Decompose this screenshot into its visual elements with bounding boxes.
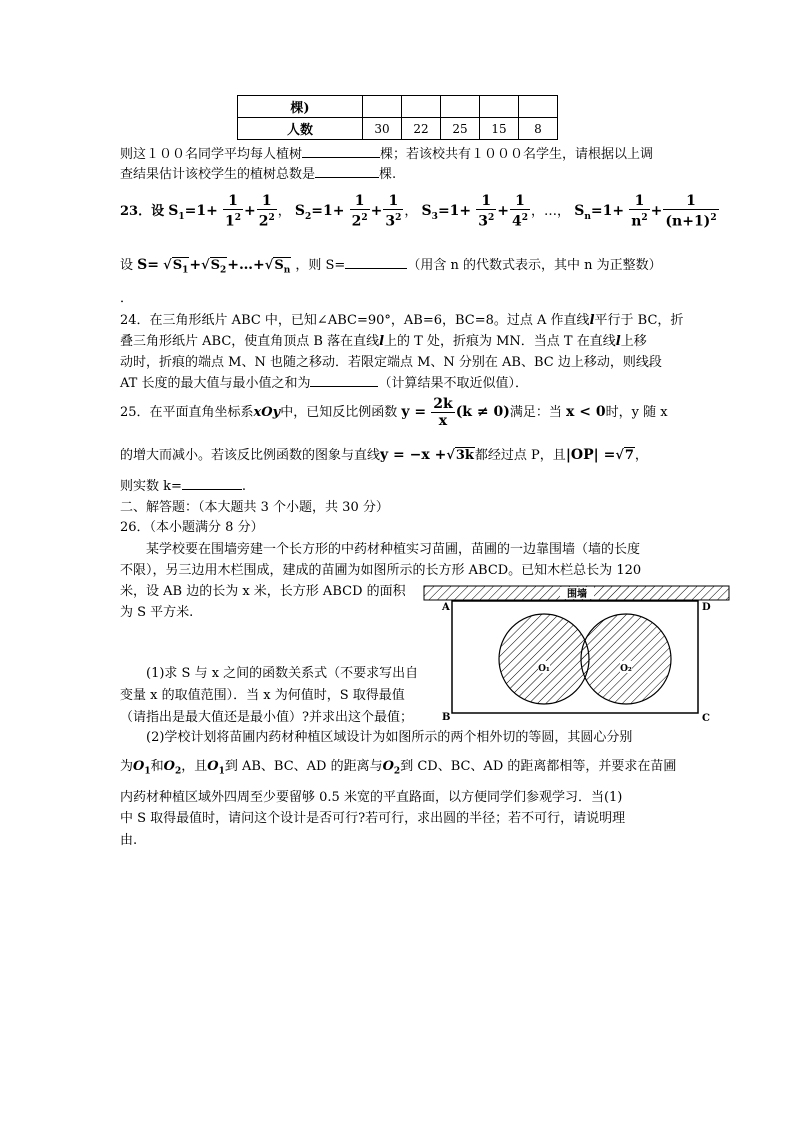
q25-line2: 的增大而减小。若该反比例函数的图象与直线y = −x +√3k都经过点 P，且|OP| =√7，: [120, 447, 648, 463]
q26-subquestion-2: 内药材种植区域外四周至少要留够 0.5 米宽的平直路面，以方便同学们参观学习．当(1): [120, 790, 623, 805]
nursery-figure: [420, 583, 732, 723]
sqrt: √3k: [446, 448, 474, 463]
sqrt: $√S_2$: [201, 258, 227, 276]
label-c: C: [702, 713, 710, 723]
table-cell: 30: [363, 118, 402, 140]
table-cell: 22: [402, 118, 441, 140]
table-header-cell: 人数: [238, 118, 363, 140]
sqrt: $√S_1$: [163, 258, 189, 276]
label-o2: O₂: [620, 664, 632, 674]
q26-paragraph: 为 S 平方米.: [120, 605, 194, 620]
sqrt: √7: [615, 448, 634, 463]
table-cell: 25: [441, 118, 480, 140]
q26-subquestion-2: 中 S 取得最值时，请问这个设计是否可行?若可行，求出圆的半径；若不可行，请说明理: [120, 811, 626, 826]
q26-paragraph: 米，设 AB 边的长为 x 米，长方形 ABCD 的面积: [120, 584, 406, 599]
q23-line2: 设 $S= √S_1+√S_2+\dots+√S_n$ ，则 S= （用含 n 的代数式表示，其中 n 为正整数）: [120, 257, 662, 276]
sqrt: $√S_n$: [264, 258, 291, 276]
q26-subquestion-2: 为$O_1$和$O_2$，且$O_1$到 AB、BC、AD 的距离与$O_2$到 CD、BC、AD 的距离都相等，并要求在苗圃: [120, 759, 677, 777]
wall-label: 围墙: [567, 589, 587, 600]
circle-o2: [581, 614, 671, 704]
q26-subquestion-1: (1)求 S 与 x 之间的函数关系式（不要求写出自: [146, 666, 419, 681]
answer-blank: [315, 165, 379, 178]
q24-line1: 24．在三角形纸片 ABC 中，已知∠ABC=90°，AB=6，BC=8。过点 A 作直线l平行于 BC，折: [120, 313, 684, 328]
q26-subquestion-2: 由.: [120, 833, 138, 848]
fraction: $\frac{2k}{x}$: [433, 396, 453, 429]
table-cell: [519, 96, 558, 118]
tree-question-line1: 则这１００名同学平均每人植树 棵；若该校共有１０００名学生，请根据以上调: [120, 147, 654, 162]
q24-line4: AT 长度的最大值与最小值之和为 （计算结果不取近似值）．: [120, 376, 528, 391]
q26-paragraph: 不限），另三边用木栏围成，建成的苗圃为如图所示的长方形 ABCD。已知木栏总长为 120: [120, 563, 642, 578]
tree-question-line2: 查结果估计该校学生的植树总数是 棵.: [120, 167, 397, 182]
table-cell: [480, 96, 519, 118]
label-a: A: [442, 602, 450, 613]
table-row: [238, 96, 558, 118]
q25-line3: 则实数 k= .: [120, 479, 247, 494]
fraction: $\frac{1}{4^2}$: [512, 193, 529, 230]
fraction: $\frac{1}{1^2}$: [224, 193, 241, 230]
section-title: 二、解答题：（本大题共 3 个小题，共 30 分）: [120, 500, 389, 515]
table-row: [238, 118, 558, 140]
answer-blank: [182, 477, 242, 490]
table-cell: [402, 96, 441, 118]
q24-line2: 叠三角形纸片 ABC，使直角顶点 B 落在直线l上的 T 处，折痕为 MN．当点 T 在直线l上移: [120, 334, 647, 349]
table-cell: [441, 96, 480, 118]
q26-head: 26．（本小题满分 8 分）: [120, 520, 264, 535]
q26-subquestion-2: (2)学校计划将苗圃内药材种植区域设计为如图所示的两个相外切的等圆，其圆心分别: [146, 730, 633, 745]
q26-subquestion-1: （请指出是最大值还是最小值）?并求出这个最值；: [120, 710, 413, 725]
table-cell: 15: [480, 118, 519, 140]
q26-paragraph: 某学校要在围墙旁建一个长方形的中药材种植实习苗圃，苗圃的一边靠围墙（墙的长度: [146, 542, 641, 557]
q23-line1: 23．设 $S_1=1+$ $\frac{1}{1^2}$ + $\frac{1}{2^2}$ ， $S_2=1+$ $\frac{1}{2^2}$ + $\frac{1}{3^2}$ ， $S_3=1+$ $\frac{1}{3^2}$ + $\frac{1}{4^2}$ ，…， $S_n=1+$ $\frac{1}{n^2}$ + $\frac{1}{(n+1)^2}$: [120, 193, 717, 230]
answer-blank: [302, 145, 380, 158]
fraction: $\frac{1}{2^2}$: [351, 193, 368, 230]
q25-line1: 25．在平面直角坐标系xOy中，已知反比例函数 y = $\frac{2k}{x}$ (k ≠ 0)满足：当 x < 0时，y 随 x: [120, 396, 668, 429]
table-header-cell: 棵): [238, 96, 363, 118]
q23-line3: ．: [120, 291, 134, 306]
q24-line3: 动时，折痕的端点 M、N 也随之移动．若限定端点 M、N 分别在 AB、BC 边上移动，则线段: [120, 355, 662, 370]
tree-stats-table: [237, 95, 558, 140]
fraction: $\frac{1}{2^2}$: [258, 193, 275, 230]
fraction: $\frac{1}{3^2}$: [385, 193, 402, 230]
table-cell: [363, 96, 402, 118]
fraction: $\frac{1}{3^2}$: [478, 193, 495, 230]
fraction: $\frac{1}{n^2}$: [631, 193, 648, 230]
answer-blank: [345, 256, 407, 269]
label-d: D: [702, 602, 711, 613]
answer-blank: [310, 374, 378, 387]
table-cell: 8: [519, 118, 558, 140]
q26-subquestion-1: 变量 x 的取值范围）．当 x 为何值时，S 取得最值: [120, 688, 405, 703]
label-o1: O₁: [538, 664, 550, 674]
circle-o1: [499, 614, 589, 704]
label-b: B: [442, 712, 451, 723]
fraction: $\frac{1}{(n+1)^2}$: [665, 193, 717, 230]
